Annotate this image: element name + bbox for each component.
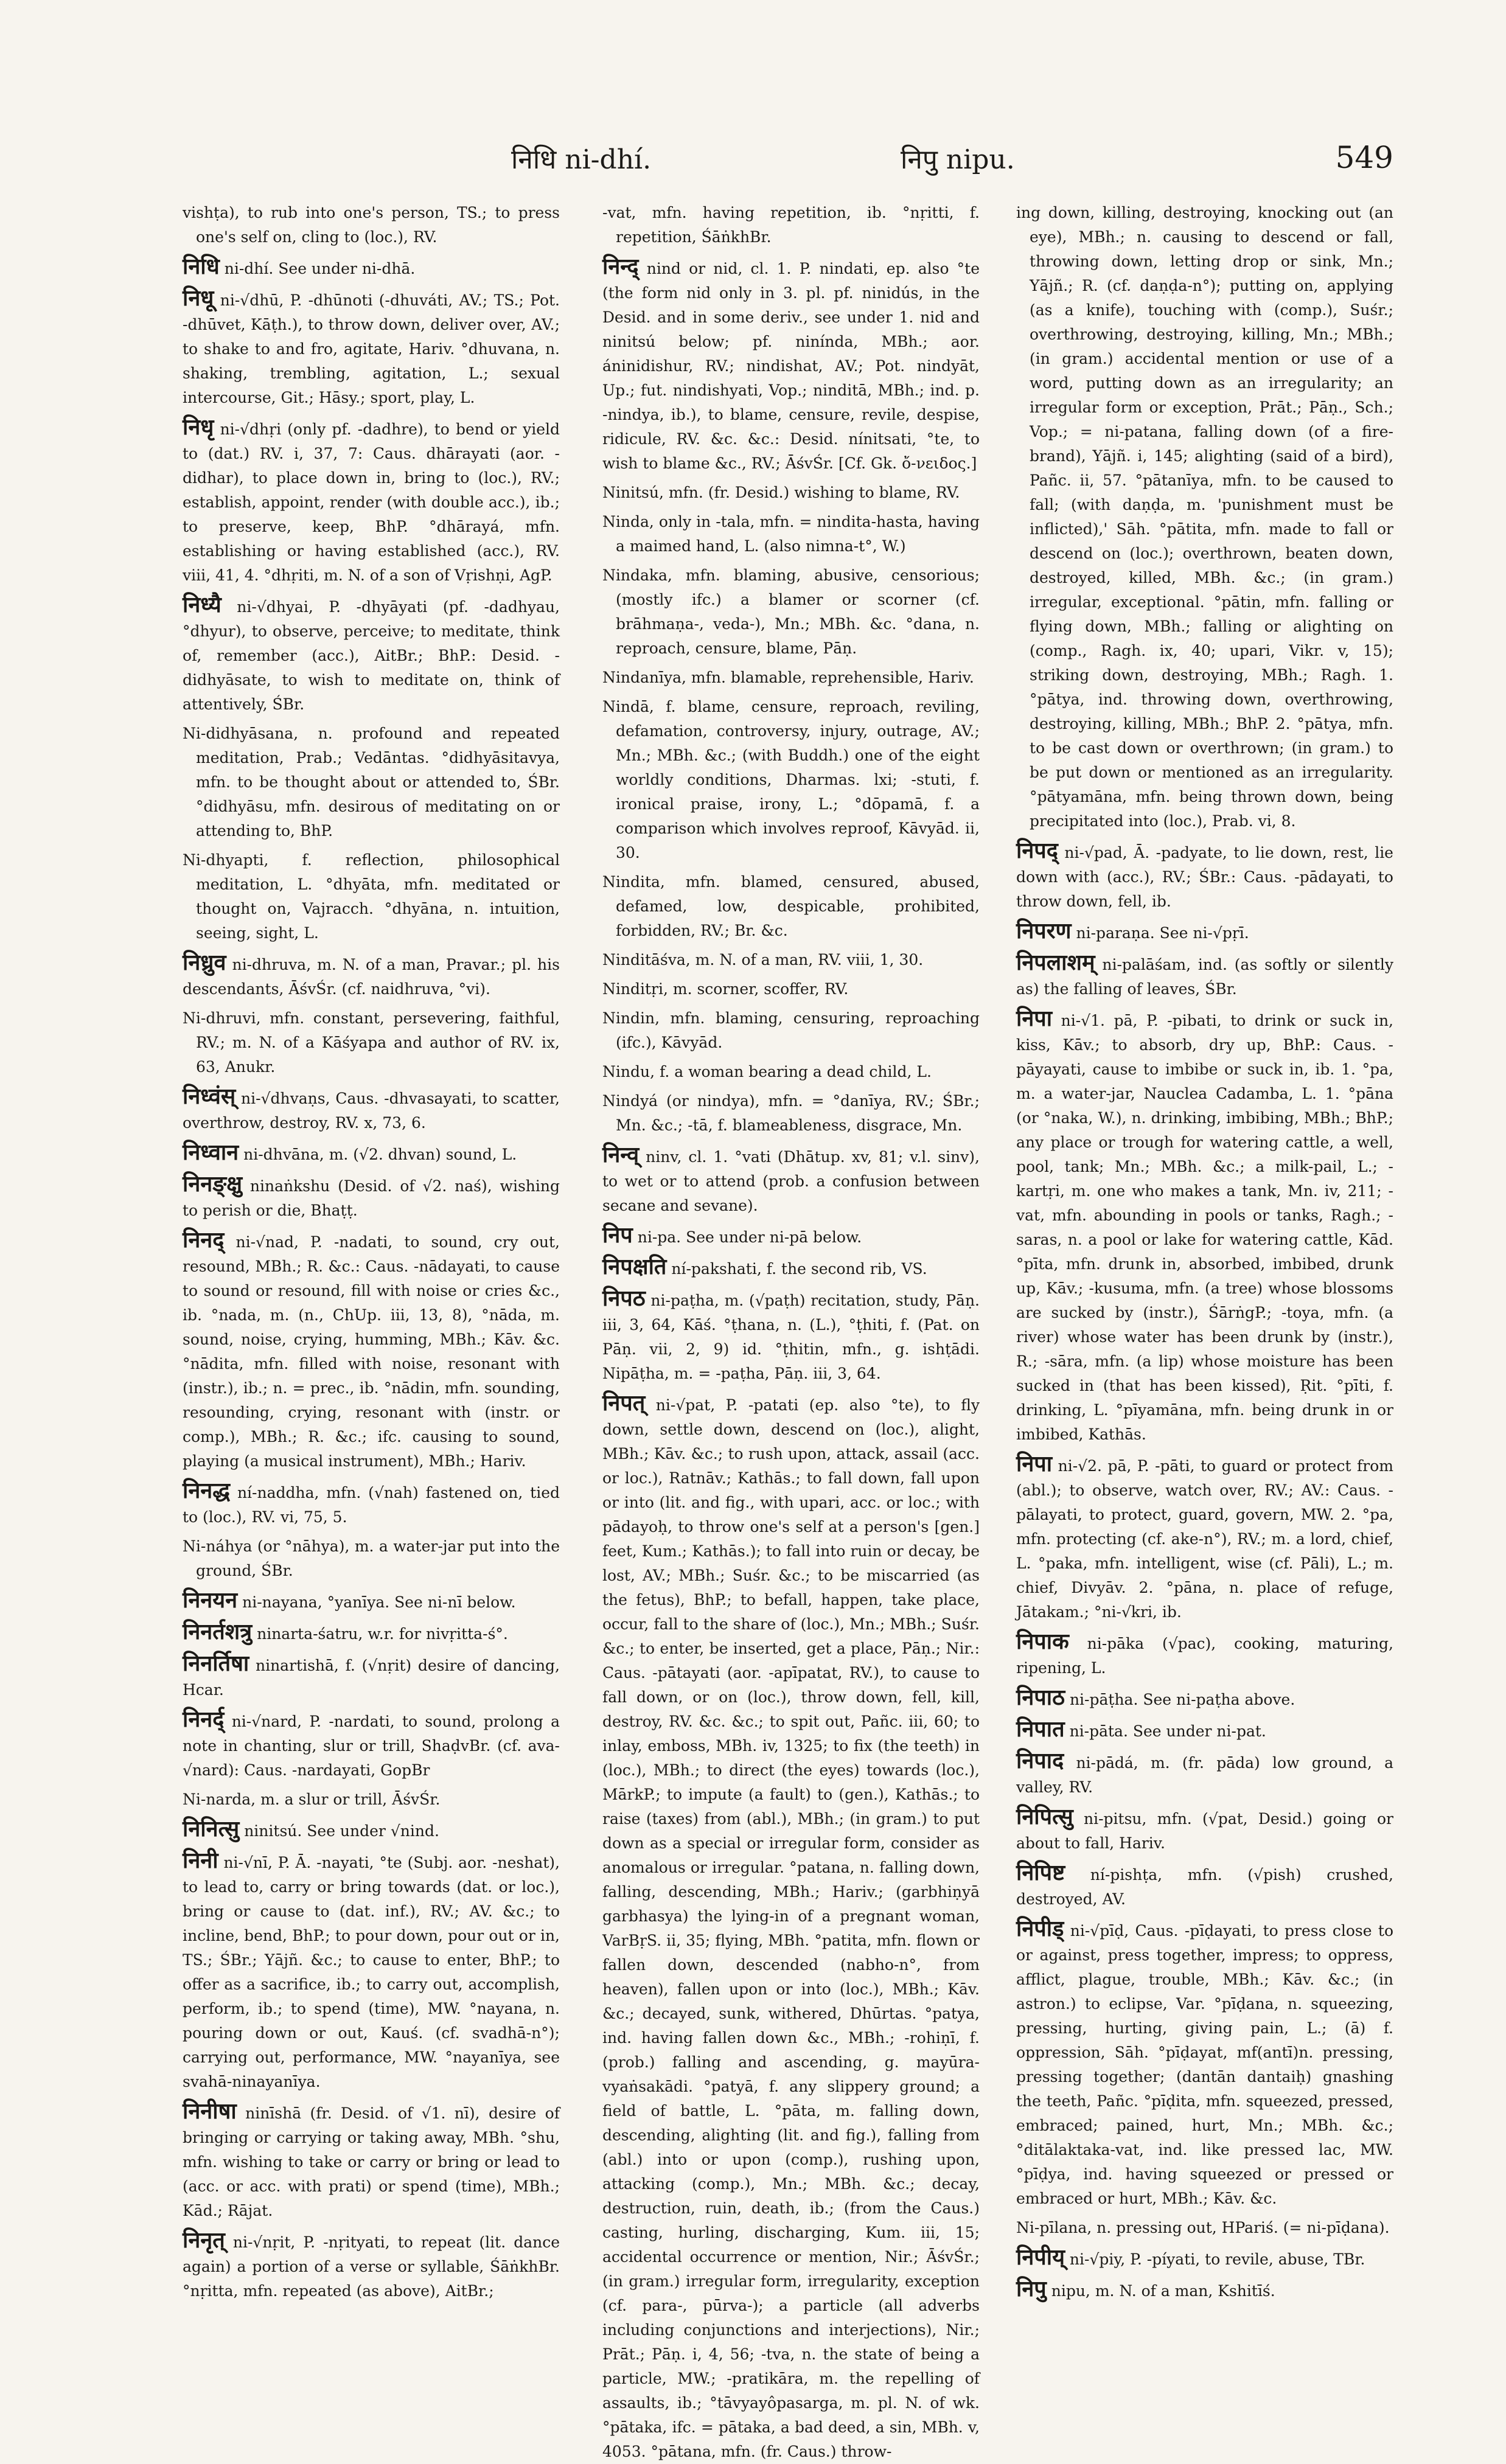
- headword: निपा: [1016, 1006, 1053, 1031]
- headword: निनित्सु: [183, 1816, 240, 1842]
- dictionary-entry: [183, 1478, 560, 1530]
- headword: निप: [602, 1222, 633, 1248]
- entry-text: Nindin, mfn. blaming, censuring, reproaching (ifc.), Kāvyād.: [602, 1009, 980, 1051]
- column-3: [1016, 201, 1393, 2302]
- dictionary-entry: [602, 1255, 980, 1281]
- dictionary-entry: [602, 870, 980, 943]
- entry-text: ni-paṭha, m. (√paṭh) recitation, study, Pāṇ. iii, 3, 64, Kāś. °ṭhana, n. (L.), °ṭhiti, f. (Pat. on Pāṇ. vii, 2, 9) id. °ṭhitin, mfn., g. ishṭādi. Nipāṭha, m. = -paṭha, Pāṇ. iii, 3, 64.: [602, 1292, 980, 1382]
- dictionary-entry: [1016, 1452, 1393, 1624]
- entry-text: ni-paraṇa. See ni-√pṛī.: [1076, 924, 1249, 942]
- headword: निपठ: [602, 1286, 646, 1311]
- entry-text: ni-√dhyai, P. -dhyāyati (pf. -dadhyau, °dhyur), to observe, perceive; to meditate, think of, remember (acc.), AitBr.; BhP.: Desid. -didhyāsate, to wish to meditate on, think of attentively, ŚBr.: [183, 598, 560, 713]
- entry-text: Ninditāśva, m. N. of a man, RV. viii, 1, 30.: [602, 951, 924, 969]
- dictionary-entry: [183, 201, 560, 249]
- dictionary-entry: [183, 2099, 560, 2223]
- entry-text: ni-√dhvaṇs, Caus. -dhvasayati, to scatter, overthrow, destroy, RV. x, 73, 6.: [183, 1090, 560, 1132]
- dictionary-entry: [183, 1707, 560, 1783]
- headword: निध्यै: [183, 592, 221, 618]
- entry-text: Ninitsú, mfn. (fr. Desid.) wishing to blame, RV.: [602, 484, 960, 501]
- dictionary-entry: [183, 1534, 560, 1583]
- dictionary-entry: [183, 254, 560, 281]
- entry-text: ni-pāṭha. See ni-paṭha above.: [1069, 1691, 1295, 1708]
- dictionary-entry: [602, 1006, 980, 1055]
- dictionary-entry: [183, 848, 560, 945]
- headword: निपात: [1016, 1716, 1065, 1742]
- dictionary-entry: [183, 2228, 560, 2303]
- dictionary-entry: [183, 1006, 560, 1079]
- headword: निनर्द्: [183, 1707, 225, 1732]
- page-number: 549: [1335, 140, 1393, 175]
- dictionary-entry: [602, 1089, 980, 1138]
- headword: निध्वंस्: [183, 1084, 236, 1109]
- entry-text: Ninda, only in -tala, mfn. = nindita-hasta, having a maimed hand, L. (also nimna-t°, W.): [602, 513, 980, 555]
- entry-text: ni-dhruva, m. N. of a man, Pravar.; pl. his descendants, ĀśvŚr. (cf. naidhruva, °vi).: [183, 956, 560, 998]
- entry-text: nind or nid, cl. 1. P. nindati, ep. also °te (the form nid only in 3. pl. pf. ninidús, in the Desid. and in some deriv., see under 1. nid and ninitsú below; pf. ninínda, MBh.; aor. áninidishur, RV.; nindishat, AV.; Pot. nindyāt, Up.; fut. nindishyati, Vop.; ninditā, MBh.; ind. p. -nindya, ib.), to blame, censure, revile, despise, ridicule, RV. &c. &c.: Desid. nínitsati, °te, to wish to blame &c., RV.; ĀśvŚr. [Cf. Gk. ὄ-νειδος.]: [602, 260, 980, 472]
- entry-text: ni-palāśam, ind. (as softly or silently as) the falling of leaves, ŚBr.: [1016, 956, 1393, 998]
- left-guideword: निधि ni-dhí.: [511, 144, 652, 175]
- dictionary-entry: [1016, 919, 1393, 945]
- dictionary-entry: [1016, 1804, 1393, 1856]
- dictionary-entry: [602, 1143, 980, 1218]
- dictionary-entry: [602, 1391, 980, 2464]
- entry-text: ni-pāka (√pac), cooking, maturing, ripening, L.: [1016, 1635, 1393, 1677]
- entry-text: Ni-didhyāsana, n. profound and repeated meditation, Prab.; Vedāntas. °didhyāsitavya, mfn. to be thought about or attended to, ŚBr. °didhyāsu, mfn. desirous of meditating on or attending to, BhP.: [183, 725, 560, 840]
- entry-text: ninaṅkshu (Desid. of √2. naś), wishing to perish or die, Bhaṭṭ.: [183, 1177, 560, 1219]
- headword: निपाक: [1016, 1629, 1069, 1654]
- headword: निपत्: [602, 1390, 646, 1416]
- entry-text: ni-√dhū, P. -dhūnoti (-dhuváti, AV.; TS.; Pot. -dhūvet, Kāṭh.), to throw down, deliver over, AV.; to shake to and fro, agitate, Hariv. °dhuvana, n. shaking, trembling, agitation, L.; sexual intercourse, Git.; Hāsy.; sport, play, L.: [183, 291, 560, 406]
- entry-text: vishṭa), to rub into one's person, TS.; to press one's self on, cling to (loc.), RV.: [183, 204, 560, 246]
- headword: निनी: [183, 1848, 218, 1873]
- entry-text: Nindyá (or nindya), mfn. = °danīya, RV.; ŚBr.; Mn. &c.; -tā, f. blameableness, disgrace, Mn.: [602, 1092, 980, 1134]
- entry-text: Nindaka, mfn. blaming, abusive, censorious; (mostly ifc.) a blamer or scorner (cf. brāhmaṇa-, veda-), Mn.; MBh. &c. °dana, n. reproach, censure, blame, Pāṇ.: [602, 566, 980, 657]
- dictionary-entry: [183, 722, 560, 843]
- dictionary-entry: [1016, 1717, 1393, 1744]
- entry-text: Nindita, mfn. blamed, censured, abused, defamed, low, despicable, prohibited, forbidden, RV.; Br. &c.: [602, 873, 980, 939]
- entry-text: ni-√nad, P. -nadati, to sound, cry out, resound, MBh.; R. &c.: Caus. -nādayati, to cause to sound or resound, fill with noise or cries &c., ib. °nada, m. (n., ChUp. iii, 13, 8), °nāda, m. sound, noise, crying, humming, MBh.; Kāv. &c. °nādita, mfn. filled with noise, resonant with (instr.), ib.; n. = prec., ib. °nādin, mfn. sounding, resounding, crying, resonant with (instr. or comp.), MBh.; R. &c.; ifc. causing to sound, playing (a musical instrument), MBh.; Hariv.: [183, 1233, 560, 1470]
- entry-text: ninarta-śatru, w.r. for nivṛitta-ś°.: [257, 1625, 508, 1643]
- dictionary-entry: [602, 695, 980, 865]
- headword: निध्वान: [183, 1140, 239, 1165]
- dictionary-entry: [1016, 201, 1393, 834]
- headword: निपित्सु: [1016, 1804, 1073, 1829]
- dictionary-entry: [183, 415, 560, 588]
- dictionary-entry: [183, 1588, 560, 1615]
- dictionary-entry: [1016, 2245, 1393, 2272]
- dictionary-entry: [1016, 2277, 1393, 2303]
- headword: निपाद: [1016, 1748, 1064, 1773]
- dictionary-entry: [183, 1651, 560, 1702]
- dictionary-entry: [183, 1848, 560, 2094]
- entry-text: Nindanīya, mfn. blamable, reprehensible, Hariv.: [602, 669, 974, 686]
- entry-text: ni-√pīḍ, Caus. -pīḍayati, to press close to or against, press together, impress; to oppress, afflict, plague, trouble, MBh.; Kāv. &c.; (in astron.) to eclipse, Var. °pīḍana, n. squeezing, pressing, hurting, giving pain, L.; (ā) f. oppression, Sāh. °pīḍayat, mf(antī)n. pressing, pressing together; (dantān dantaiḥ) gnashing the teeth, Pañc. °pīḍita, mfn. squeezed, pressed, embraced; pained, hurt, Mn.; MBh. &c.; °ditālaktaka-vat, ind. like pressed lac, MW. °pīḍya, ind. having squeezed or pressed or embraced or hurt, MBh.; Kāv. &c.: [1016, 1922, 1393, 2207]
- dictionary-entry: [1016, 1685, 1393, 1712]
- dictionary-entry: [602, 1060, 980, 1084]
- column-2: [602, 201, 980, 2460]
- dictionary-entry: [183, 1140, 560, 1167]
- entry-text: ni-√dhṛi (only pf. -dadhre), to bend or yield to (dat.) RV. i, 37, 7: Caus. dhārayati (aor. -didhar), to place down in, bring to (loc.), RV.; establish, appoint, render (with double acc.), ib.; to preserve, keep, BhP. °dhārayá, mfn. establishing or having established (acc.), RV. viii, 41, 4. °dhṛiti, m. N. of a son of Vṛishṇi, AgP.: [183, 420, 560, 584]
- dictionary-entry: [1016, 2216, 1393, 2240]
- dictionary-entry: [183, 1228, 560, 1474]
- dictionary-entry: [183, 1620, 560, 1646]
- headword: निपरण: [1016, 918, 1072, 944]
- headword: निधू: [183, 285, 214, 311]
- dictionary-entry: [1016, 1860, 1393, 1912]
- dictionary-entry: [1016, 1006, 1393, 1447]
- dictionary-entry: [602, 563, 980, 661]
- entry-text: ni-dhvāna, m. (√2. dhvan) sound, L.: [243, 1146, 517, 1163]
- entry-text: ní-pakshati, f. the second rib, VS.: [671, 1260, 927, 1278]
- dictionary-entry: [183, 1787, 560, 1812]
- entry-text: ni-nayana, °yanīya. See ni-nī below.: [242, 1593, 516, 1611]
- right-guideword: निपु nipu.: [901, 144, 1015, 175]
- entry-text: Nindā, f. blame, censure, reproach, reviling, defamation, controversy, injury, outrage, AV.; Mn.; MBh. &c.; (with Buddh.) one of the eight worldly conditions, Dharmas. lxi; -stuti, f. ironical praise, irony, L.; °dōpamā, f. a comparison which involves reproof, Kāvyād. ii, 30.: [602, 698, 980, 861]
- dictionary-entry: [602, 510, 980, 559]
- entry-text: ni-√nī, P. Ā. -nayati, °te (Subj. aor. -neshat), to lead to, carry or bring towards (dat. or loc.), bring or cause to (dat. inf.), RV.; AV. &c.; to incline, bend, BhP.; to pour down, pour out or in, TS.; ŚBr.; Yājñ. &c.; to cause to enter, BhP.; to offer as a sacrifice, ib.; to carry out, accomplish, perform, ib.; to spend (time), MW. °nayana, n. pouring down or out, Kauś. (cf. svadhā-n°); carrying out, performance, MW. °nayanīya, see svahā-ninayanīya.: [183, 1854, 560, 2090]
- dictionary-entry: [183, 1172, 560, 1223]
- headword: निनयन: [183, 1587, 238, 1613]
- headword: निधृ: [183, 414, 214, 440]
- headword: निपक्षति: [602, 1254, 667, 1279]
- entry-text: ni-√1. pā, P. -pibati, to drink or suck in, kiss, Kāv.; to absorb, dry up, BhP.: Caus. -pāyayati, cause to imbibe or suck in, ib. 1. °pa, m. a water-jar, Nauclea Cadamba, L. 1. °pāna (or °naka, W.), n. drinking, imbibing, MBh.; BhP.; any place or trough for watering cattle, a well, pool, tank; Mn.; MBh. &c.; a milk-pail, L.; -kartṛi, m. one who makes a tank, Mn. iv, 211; -vat, mfn. abounding in pools or tanks, Ragh.; -saras, n. a pool or lake for watering cattle, Kād. °pīta, mfn. drunk in, absorbed, imbibed, drunk up, Kāv.; -kusuma, mfn. (a tree) whose blossoms are sucked by (instr.), ŚārṅgP.; -toya, mfn. (a river) whose water has been drunk by (instr.), R.; -sāra, mfn. (a lip) whose moisture has been sucked in (that has been kissed), Ṛit. °pīti, f. drinking, L. °pīyamāna, mfn. being drunk in or imbibed, Kathās.: [1016, 1012, 1393, 1443]
- dictionary-entry: [1016, 1629, 1393, 1680]
- dictionary-entry: [602, 977, 980, 1001]
- headword: निपु: [1016, 2276, 1047, 2302]
- headword: निनर्तिषा: [183, 1651, 249, 1676]
- entry-text: ni-√piy, P. -píyati, to revile, abuse, TBr.: [1069, 2250, 1365, 2268]
- headword: निन्व्: [602, 1142, 640, 1168]
- dictionary-entry: [1016, 950, 1393, 1001]
- headword: निन्द्: [602, 254, 639, 279]
- entry-text: ní-naddha, mfn. (√nah) fastened on, tied to (loc.), RV. vi, 75, 5.: [183, 1484, 560, 1526]
- entry-text: -vat, mfn. having repetition, ib. °nṛitti, f. repetition, ŚāṅkhBr.: [602, 204, 980, 246]
- headword: निनीषा: [183, 2098, 237, 2124]
- entry-text: Ninditṛi, m. scorner, scoffer, RV.: [602, 980, 849, 998]
- entry-text: ninartishā, f. (√nṛit) desire of dancing, Hcar.: [183, 1657, 560, 1699]
- entry-text: ni-√pad, Ā. -padyate, to lie down, rest, lie down with (acc.), RV.; ŚBr.: Caus. -pādayati, to throw down, fell, ib.: [1016, 844, 1393, 910]
- dictionary-entry: [602, 254, 980, 476]
- entry-text: ninitsú. See under √nind.: [244, 1822, 439, 1840]
- entry-text: ni-pādá, m. (fr. pāda) low ground, a valley, RV.: [1016, 1754, 1393, 1796]
- headword: निधि: [183, 254, 220, 279]
- dictionary-entry: [602, 1286, 980, 1386]
- entry-text: ni-√nṛit, P. -nṛityati, to repeat (lit. dance again) a portion of a verse or syllable, ŚāṅkhBr. °nṛitta, mfn. repeated (as above), AitBr.;: [183, 2233, 560, 2300]
- entry-text: ni-√pat, P. -patati (ep. also °te), to fly down, settle down, descend on (loc.), alight, MBh.; Kāv. &c.; to rush upon, attack, assail (acc. or loc.), Ratnāv.; Kathās.; to fall down, fall upon or into (lit. and fig., with upari, acc. or loc.; with pādayoḥ, to throw one's self at a person's [gen.] feet, Kum.; Kathās.); to fall into ruin or decay, be lost, AV.; MBh.; Suśr. &c.; to be miscarried (as the fetus), BhP.; to befall, happen, take place, occur, fall to the share of (loc.), Mn.; MBh.; Suśr. &c.; to enter, be inserted, get a place, Pāṇ.; Nir.: Caus. -pātayati (aor. -apīpatat, RV.), to cause to fall down, or on (loc.), throw down, fell, kill, destroy, RV. &c. &c.; to spit out, Pañc. iii, 60; to inlay, emboss, MBh. iv, 1325; to fix (the teeth) in (loc.), MBh.; to direct (the eyes) towards (loc.), MārkP.; to impute (a fault) to (gen.), Kathās.; to raise (taxes) from (abl.), MBh.; (in gram.) to put down as a special or irregular form, consider as anomalous or irregular. °patana, n. falling down, falling, descending, MBh.; Hariv.; (garbhiṇyā garbhasya) the lying-in of a pregnant woman, VarBṛS. ii, 35; flying, MBh. °patita, mfn. flown or fallen down, descended (nabho-n°, from heaven), fallen upon or into (loc.), MBh.; Kāv. &c.; decayed, sunk, withered, Dhūrtas. °patya, ind. having fallen down &c., MBh.; -rohiṇī, f. (prob.) falling and ascending, g. mayūra-vyaṅsakādi. °patyā, f. any slippery ground; a field of battle, L. °pāta, m. falling down, descending, alighting (lit. and fig.), falling from (abl.) into or upon (comp.), rushing upon, attacking (comp.), Mn.; MBh. &c.; decay, destruction, ruin, death, ib.; (from the Caus.) casting, hurling, discharging, Kum. iii, 15; accidental occurrence or mention, Nir.; ĀśvŚr.; (in gram.) irregular form, irregularity, exception (cf. para-, pūrva-); a particle (all adverbs including conjunctions and interjections), Nir.; Prāt.; Pāṇ. i, 4, 56; -tva, n. the state of being a particle, MW.; -pratikāra, m. the repelling of assaults, ib.; °tāvyayôpasarga, m. pl. N. of wk. °pātaka, ifc. = pātaka, a bad deed, a sin, MBh. v, 4053. °pātana, mfn. (fr. Caus.) throw-: [602, 1396, 980, 2460]
- headword: निपाठ: [1016, 1685, 1065, 1710]
- entry-text: ni-pāta. See under ni-pat.: [1069, 1722, 1266, 1740]
- dictionary-entry: [1016, 1749, 1393, 1800]
- entry-text: nipu, m. N. of a man, Kshitīś.: [1051, 2282, 1275, 2300]
- dictionary-entry: [1016, 838, 1393, 914]
- entry-text: ni-pa. See under ni-pā below.: [637, 1228, 862, 1246]
- headword: निपिष्ट: [1016, 1860, 1065, 1885]
- dictionary-entry: [183, 1817, 560, 1843]
- headword: निपीय्: [1016, 2244, 1065, 2270]
- entry-text: Ni-náhya (or °nāhya), m. a water-jar put into the ground, ŚBr.: [183, 1537, 560, 1579]
- entry-text: ni-√nard, P. -nardati, to sound, prolong a note in chanting, slur or trill, ShaḍvBr. (cf. ava-√nard): Caus. -nardayati, GopBr: [183, 1713, 560, 1779]
- headword: निनद्: [183, 1227, 225, 1253]
- entry-text: Ni-dhyapti, f. reflection, philosophical meditation, L. °dhyāta, mfn. meditated or thought on, Vajracch. °dhyāna, n. intuition, seeing, sight, L.: [183, 851, 560, 942]
- entry-text: Ni-narda, m. a slur or trill, ĀśvŚr.: [183, 1791, 441, 1808]
- entry-text: ni-√2. pā, P. -pāti, to guard or protect from (abl.); to observe, watch over, RV.; AV.: Caus. -pālayati, to protect, guard, govern, MW. 2. °pa, mfn. protecting (cf. ake-n°), RV.; m. a lord, chief, L. °paka, mfn. intelligent, wise (cf. Pāli), L.; m. chief, Divyāv. 2. °pāna, n. place of refuge, Jātakam.; °ni-√kri, ib.: [1016, 1457, 1393, 1621]
- dictionary-entry: [183, 1084, 560, 1135]
- headword: निनर्तशत्रु: [183, 1619, 253, 1644]
- dictionary-entry: [602, 201, 980, 249]
- column-1: [183, 201, 560, 2300]
- entry-text: Nindu, f. a woman bearing a dead child, L.: [602, 1063, 932, 1081]
- headword: निध्रुव: [183, 950, 226, 975]
- entry-text: Ni-pīlana, n. pressing out, HPariś. (= ni-pīḍana).: [1016, 2219, 1390, 2236]
- dictionary-entry: [183, 286, 560, 410]
- headword: निनङ्क्षु: [183, 1171, 243, 1197]
- entry-text: ing down, killing, destroying, knocking out (an eye), MBh.; n. causing to descend or fall, throwing down, letting drop or sink, Mn.; Yājñ.; R. (cf. daṇḍa-n°); putting on, applying (as a knife), touching with (comp.), Suśr.; overthrowing, destroying, killing, Mn.; MBh.; (in gram.) accidental mention or use of a word, putting down as an irregularity; an irregular form or exception, Prāt.; Pāṇ., Sch.; Vop.; = ni-patana, falling down (of a fire-brand), Yājñ. i, 145; alighting (said of a bird), Pañc. ii, 57. °pātanīya, mfn. to be caused to fall; (with daṇḍa, m. 'punishment must be inflicted),' Sāh. °pātita, mfn. made to fall or descend on (loc.); overthrown, beaten down, destroyed, killed, MBh. &c.; (in gram.) irregular, exceptional. °pātin, mfn. falling or flying down, MBh.; falling or alighting on (comp., Ragh. ix, 40; upari, Vikr. v, 15); striking down, destroying, MBh.; Ragh. 1. °pātya, ind. throwing down, overthrowing, destroying, killing, MBh.; BhP. 2. °pātya, mfn. to be cast down or overthrown; (in gram.) to be put down or mentioned as an irregularity. °pātyamāna, mfn. being thrown down, being precipitated into (loc.), Prab. vi, 8.: [1016, 204, 1393, 830]
- dictionary-entry: [602, 1223, 980, 1250]
- entry-text: ninīshā (fr. Desid. of √1. nī), desire of bringing or carrying or taking away, MBh. °shu, mfn. wishing to take or carry or bring or lead to (acc. or acc. with prati) or spend (time), MBh.; Kād.; Rājat.: [183, 2104, 560, 2219]
- headword: निपद्: [1016, 838, 1058, 863]
- entry-text: ní-pishṭa, mfn. (√pish) crushed, destroyed, AV.: [1016, 1866, 1393, 1908]
- headword: निपलाशम्: [1016, 950, 1095, 975]
- dictionary-entry: [183, 593, 560, 717]
- headword: निपीड्: [1016, 1916, 1064, 1941]
- headword: निपा: [1016, 1451, 1053, 1477]
- headword: निनद्ध: [183, 1478, 231, 1503]
- dictionary-entry: [183, 950, 560, 1001]
- entry-text: ninv, cl. 1. °vati (Dhātup. xv, 81; v.l. sinv), to wet or to attend (prob. a confusion between secane and sevane).: [602, 1148, 980, 1214]
- entry-text: Ni-dhruvi, mfn. constant, persevering, faithful, RV.; m. N. of a Kāśyapa and author of RV. ix, 63, Anukr.: [183, 1009, 560, 1076]
- dictionary-entry: [1016, 1916, 1393, 2211]
- dictionary-entry: [602, 948, 980, 972]
- entry-text: ni-pitsu, mfn. (√pat, Desid.) going or about to fall, Hariv.: [1016, 1810, 1393, 1852]
- entry-text: ni-dhí. See under ni-dhā.: [224, 260, 416, 277]
- headword: निनृत्: [183, 2227, 225, 2253]
- dictionary-entry: [602, 666, 980, 690]
- running-header: [183, 140, 1393, 183]
- dictionary-entry: [602, 481, 980, 505]
